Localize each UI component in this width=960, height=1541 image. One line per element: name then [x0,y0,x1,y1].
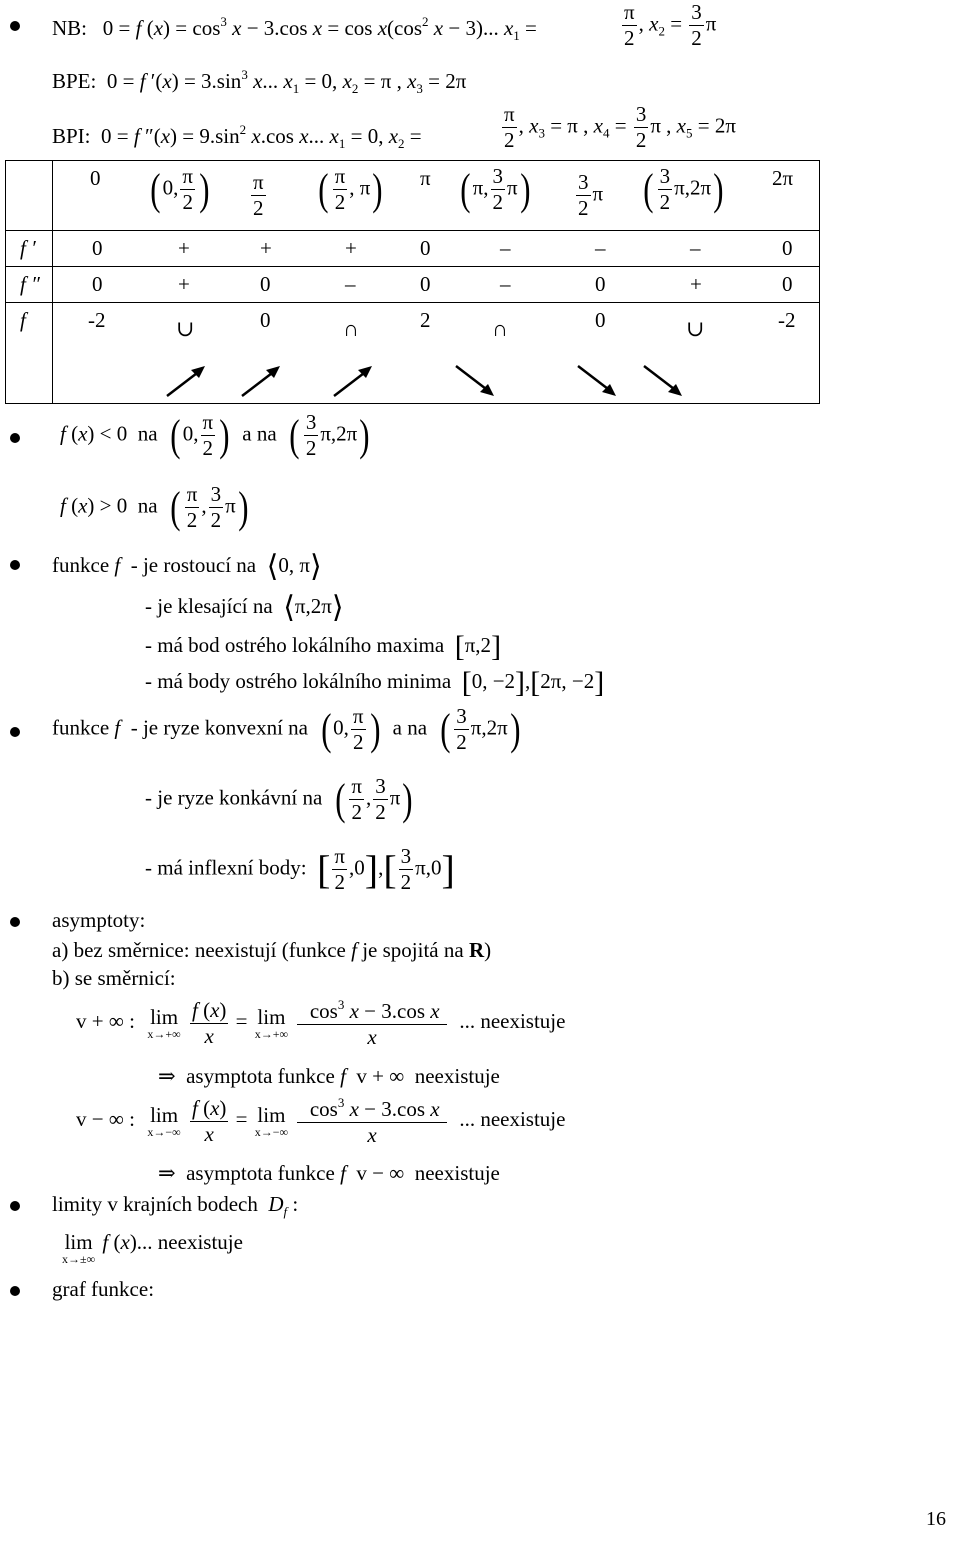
table-cell: -2 [88,308,106,332]
table-header-0: 0 [90,166,101,190]
bpe-line: BPE: 0 = f $'(x) = 3.\sin^3$ x... $x_1 = 0$, $x_2 = \pi$ , $x_3 = 2\pi$ [52,67,467,96]
arrow-up-icon [330,362,376,400]
local-minima: - má body ostrého lokálního minima [0, −2],[2π, −2] [145,666,605,699]
table-cell: – [500,236,511,260]
concave-interval: - je ryze konkávní na ( $\frac{\pi}{2}$ , $\frac{3}{2}$ π) [145,774,413,824]
bullet [10,727,20,737]
bpi-label: BPI: [52,124,91,148]
table-header-4: π [420,166,431,190]
table-cell: 0 [782,272,793,296]
table-cell: + [178,236,190,260]
table-cell: 0 [92,236,103,260]
arrow-up-icon [163,362,209,400]
bpi-line: BPI: 0 = f $''(x) = 9.\sin^2$ x.cos x... $x_1 = 0$, $x_2$ = [52,122,422,151]
cap-symbol: ∩ [343,316,359,341]
table-cell: – [345,272,356,296]
table-cell: – [595,236,606,260]
limit-minus-infinity: v − ∞ : lim x→−∞ $\frac{f (x)}{x}$ = lim x→−∞ $\frac{\cos^3 x - 3.\cos x}{x}$ ... neexistuje [76,1095,566,1147]
table-cell: + [178,272,190,296]
local-maximum: - má bod ostrého lokálního maxima [π,2] [145,630,502,663]
table-cell: -2 [778,308,796,332]
nb-line: NB: 0 = f $(x) = \cos^3 x - 3.\cos$ $x = \cos x(\cos^2$ x − 3)... $x_1$ = [52,14,537,43]
table-cell: 0 [595,272,606,296]
table-cell: 0 [260,308,271,332]
limits-expression: lim x→±∞ f (x)... neexistuje [62,1230,243,1266]
table-header-6: $\frac{3}{2}$ π [578,170,604,220]
row-label-f2: f ″ [20,272,40,296]
table-cell: 0 [782,236,793,260]
asymptote-minus-conclusion: ⇒ asymptota funkce f v − ∞ neexistuje [158,1161,500,1185]
row-label-f: f [20,308,26,332]
table-cell: 0 [420,236,431,260]
limits-heading: limity v krajních bodech $D_f$ : [52,1192,299,1219]
arrow-down-icon [452,362,498,400]
table-cell: – [690,236,701,260]
table-cell: 2 [420,308,431,332]
table-header-3: ( $\frac{\pi}{2}$ , π) [318,164,383,214]
convex-intervals: funkce f - je ryze konvexní na ( 0, $\frac{\pi}{2}$ ) a na ( $\frac{3}{2}$ π,2π) [52,704,521,754]
bullet [10,21,20,31]
table-cell: + [690,272,702,296]
arrow-up-icon [238,362,284,400]
table-header-2: $\frac{\pi}{2}$ [253,170,264,220]
cup-symbol: ∪ [686,316,705,341]
asymptotes-oblique: b) se směrnicí: [52,966,176,990]
table-header-7: ( $\frac{3}{2}$ π,2π) [643,164,724,214]
limit-plus-infinity: v + ∞ : lim x→+∞ $\frac{f (x)}{x}$ = lim x→+∞ $\frac{\cos^3 x - 3.\cos x}{x}$ ... neexistuje [76,997,566,1049]
mono-increasing: funkce f - je rostoucí na ⟨0, π⟩ [52,550,322,583]
table-header-8: 2π [772,166,794,190]
table-cell: + [260,236,272,260]
table-cell: 0 [92,272,103,296]
bullet [10,1286,20,1296]
asymptotes-vertical: a) bez směrnice: neexistují (funkce f je spojitá na R) [52,938,492,962]
table-cell: – [500,272,511,296]
table-header-5: ( π, $\frac{3}{2}$ π) [460,164,531,214]
bullet [10,433,20,443]
bpe-label: BPE: [52,69,97,93]
bullet [10,917,20,927]
asymptote-plus-conclusion: ⇒ asymptota funkce f v + ∞ neexistuje [158,1064,500,1088]
positive-intervals: f (x) > 0 na ( $\frac{\pi}{2}$ , $\frac{3}{2}$ π) [60,482,249,532]
table-cell: + [345,236,357,260]
bpi-roots: $\frac{\pi}{2}$ , $x_3 = \pi$ , $x_4$ = $\frac{3}{2}$ π , $x_5 = 2\pi$ [504,102,736,152]
arrow-down-icon [640,362,686,400]
asymptotes-heading: asymptoty: [52,908,146,932]
negative-intervals: f (x) < 0 na ( 0, $\frac{\pi}{2}$ ) a na ( $\frac{3}{2}$ π,2π) [60,410,370,460]
table-cell: 0 [260,272,271,296]
table-header-1: ( 0, $\frac{\pi}{2}$ ) [150,164,210,214]
table-cell: 0 [595,308,606,332]
nb-roots: $\frac{\pi}{2}$ , $x_2$ = $\frac{3}{2}$ π [624,0,717,50]
bullet [10,1201,20,1211]
cap-symbol: ∩ [492,316,508,341]
table-cell: 0 [420,272,431,296]
bullet [10,560,20,570]
mono-decreasing: - je klesající na ⟨π,2π⟩ [145,591,344,624]
inflection-points: - má inflexní body: [ $\frac{\pi}{2}$ ,0],[ $\frac{3}{2}$ π,0] [145,844,455,894]
cup-symbol: ∪ [176,316,195,341]
page-number: 16 [926,1508,946,1530]
row-label-f1: f ′ [20,236,36,260]
nb-label: NB: [52,16,88,40]
arrow-down-icon [574,362,620,400]
graph-heading: graf funkce: [52,1277,155,1301]
